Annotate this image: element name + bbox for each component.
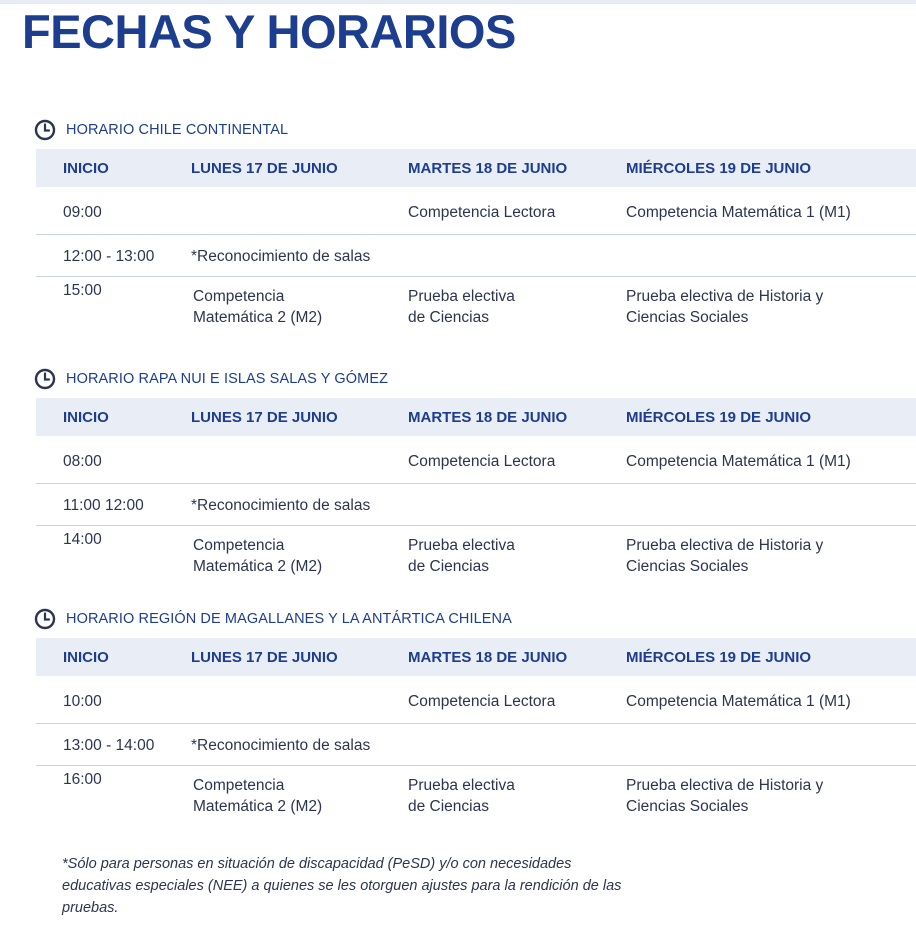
tuesday-cell: Prueba electiva de Ciencias bbox=[408, 288, 515, 326]
time-cell: 14:00 bbox=[63, 531, 102, 548]
clock-icon bbox=[34, 608, 56, 630]
table-row bbox=[36, 484, 916, 526]
time-cell: 13:00 - 14:00 bbox=[63, 737, 155, 754]
table-header-row bbox=[36, 398, 916, 436]
wednesday-cell: Prueba electiva de Historia y Ciencias Sociales bbox=[626, 777, 824, 815]
time-cell: 09:00 bbox=[63, 204, 102, 221]
section-title: HORARIO CHILE CONTINENTAL bbox=[66, 122, 289, 138]
table-row bbox=[36, 187, 916, 235]
column-header: INICIO bbox=[63, 160, 109, 177]
tuesday-cell: Prueba electiva de Ciencias bbox=[408, 777, 515, 815]
column-header: LUNES 17 DE JUNIO bbox=[191, 409, 338, 426]
section-header bbox=[34, 366, 916, 392]
column-header: INICIO bbox=[63, 409, 109, 426]
section-title: HORARIO RAPA NUI E ISLAS SALAS Y GÓMEZ bbox=[66, 371, 389, 387]
tuesday-cell: Competencia Lectora bbox=[408, 204, 556, 221]
column-header: LUNES 17 DE JUNIO bbox=[191, 649, 338, 666]
time-cell: 10:00 bbox=[63, 693, 102, 710]
monday-cell: *Reconocimiento de salas bbox=[191, 737, 371, 754]
table-row bbox=[36, 436, 916, 484]
table-row bbox=[36, 766, 916, 830]
time-cell: 11:00 12:00 bbox=[63, 497, 144, 514]
page-title: FECHAS Y HORARIOS bbox=[22, 5, 516, 58]
clock-icon bbox=[34, 368, 56, 390]
time-cell: 15:00 bbox=[63, 282, 102, 299]
column-header: MARTES 18 DE JUNIO bbox=[408, 649, 568, 666]
schedule-section bbox=[36, 117, 916, 341]
tuesday-cell: Competencia Lectora bbox=[408, 453, 556, 470]
monday-cell: Competencia Matemática 2 (M2) bbox=[193, 288, 323, 326]
table-row bbox=[36, 526, 916, 590]
column-header: MIÉRCOLES 19 DE JUNIO bbox=[626, 409, 812, 426]
column-header: MARTES 18 DE JUNIO bbox=[408, 409, 568, 426]
column-header: MIÉRCOLES 19 DE JUNIO bbox=[626, 160, 812, 177]
section-header bbox=[34, 117, 916, 143]
wednesday-cell: Competencia Matemática 1 (M1) bbox=[626, 693, 851, 710]
schedule-section bbox=[36, 606, 916, 830]
column-header: MARTES 18 DE JUNIO bbox=[408, 160, 568, 177]
table-row bbox=[36, 277, 916, 341]
top-bar bbox=[0, 0, 916, 4]
wednesday-cell: Prueba electiva de Historia y Ciencias Sociales bbox=[626, 288, 824, 326]
column-header: LUNES 17 DE JUNIO bbox=[191, 160, 338, 177]
monday-cell: *Reconocimiento de salas bbox=[191, 497, 371, 514]
time-cell: 12:00 - 13:00 bbox=[63, 248, 155, 265]
column-header: INICIO bbox=[63, 649, 109, 666]
schedule-section bbox=[36, 366, 916, 590]
table-row bbox=[36, 676, 916, 724]
table-row bbox=[36, 235, 916, 277]
wednesday-cell: Competencia Matemática 1 (M1) bbox=[626, 204, 851, 221]
tuesday-cell: Prueba electiva de Ciencias bbox=[408, 537, 515, 575]
table-header-row bbox=[36, 149, 916, 187]
wednesday-cell: Prueba electiva de Historia y Ciencias Sociales bbox=[626, 537, 824, 575]
table-header-row bbox=[36, 638, 916, 676]
monday-cell: Competencia Matemática 2 (M2) bbox=[193, 537, 323, 575]
time-cell: 16:00 bbox=[63, 771, 102, 788]
tuesday-cell: Competencia Lectora bbox=[408, 693, 556, 710]
section-title: HORARIO REGIÓN DE MAGALLANES Y LA ANTÁRTICA CHILENA bbox=[66, 611, 512, 627]
clock-icon bbox=[34, 119, 56, 141]
column-header: MIÉRCOLES 19 DE JUNIO bbox=[626, 649, 812, 666]
section-header bbox=[34, 606, 916, 632]
footnote: *Sólo para personas en situación de discapacidad (PeSD) y/o con necesidades educativas especiales (NEE) a quienes se les otorguen ajustes para la rendición de las pruebas. bbox=[62, 856, 622, 916]
monday-cell: *Reconocimiento de salas bbox=[191, 248, 371, 265]
table-row bbox=[36, 724, 916, 766]
monday-cell: Competencia Matemática 2 (M2) bbox=[193, 777, 323, 815]
wednesday-cell: Competencia Matemática 1 (M1) bbox=[626, 453, 851, 470]
time-cell: 08:00 bbox=[63, 453, 102, 470]
